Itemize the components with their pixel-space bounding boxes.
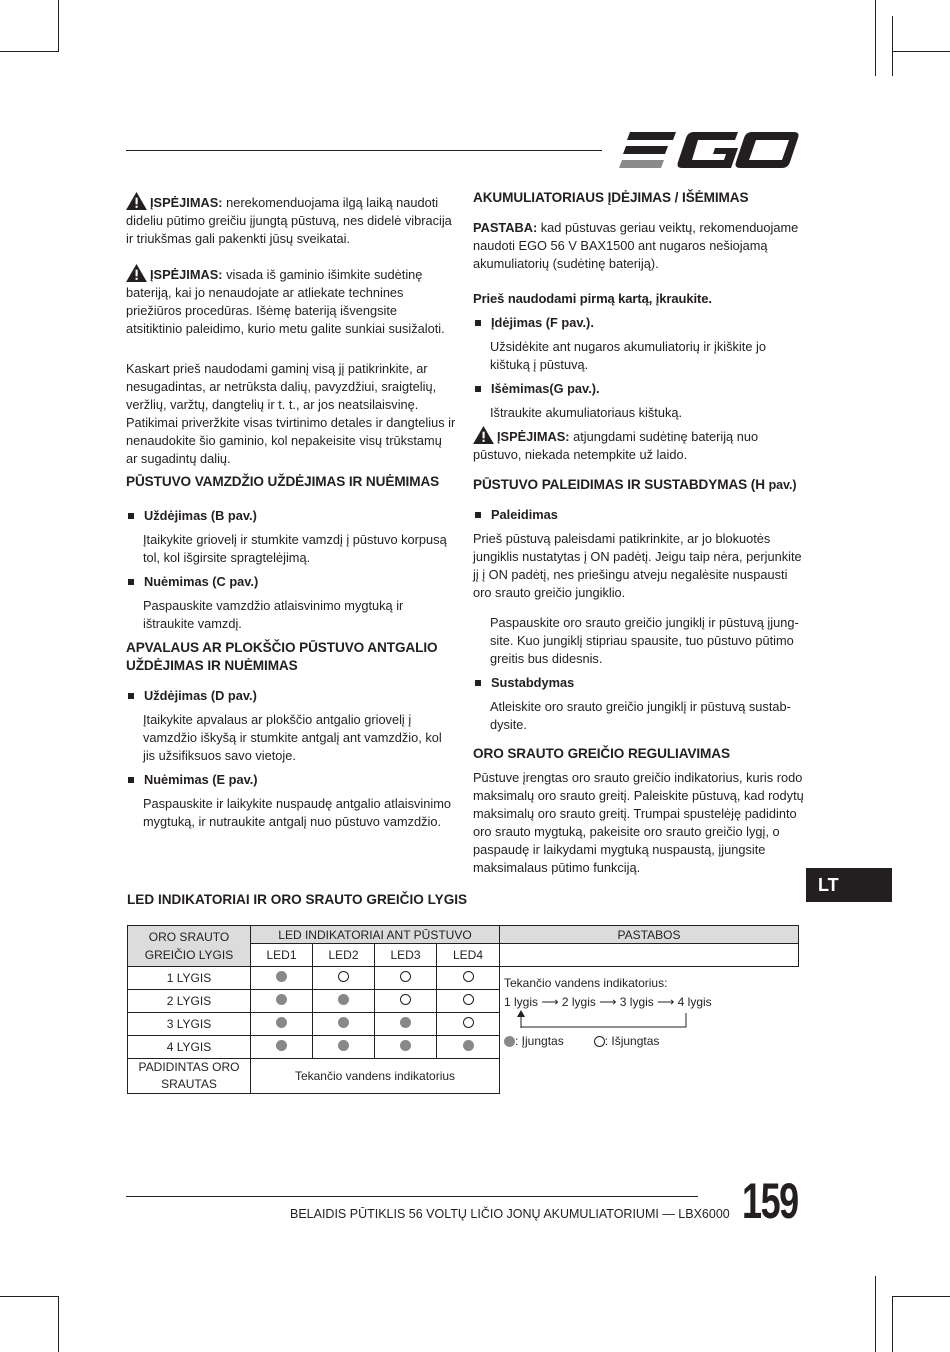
led-cell — [375, 967, 437, 990]
bullet-item: Įdėjimas (F pav.). — [473, 314, 805, 332]
bullet-square-icon — [475, 680, 481, 686]
led-on-icon — [276, 1040, 287, 1051]
warning-block: ĮSPĖJIMAS: atjungdami sudėtinę bateriją nuo pūstuvo, niekada netempkite už laido. — [473, 426, 805, 464]
bullet-square-icon — [475, 512, 481, 518]
warning-label: ĮSPĖJIMAS: — [150, 267, 223, 282]
bullet-square-icon — [128, 513, 134, 519]
left-column — [126, 192, 456, 831]
section-heading: APVALAUS AR PLOKŠČIO PŪSTUVO ANTGALIO UŽDĖJIMAS IR NUĖMIMAS — [126, 640, 438, 673]
notes-line: Tekančio vandens indikatorius: — [504, 976, 668, 990]
led-on-icon — [338, 1017, 349, 1028]
led-label: LED2 — [313, 944, 375, 967]
led-cell — [251, 1036, 313, 1059]
level-cell: 4 LYGIS — [128, 1036, 251, 1059]
led-cell — [375, 990, 437, 1013]
bullet-square-icon — [475, 386, 481, 392]
header-rule — [126, 150, 602, 151]
bullet-square-icon — [128, 693, 134, 699]
note-label: PASTABA: — [473, 220, 538, 235]
inspection-paragraph: Kaskart prieš naudodami gaminį visą jį patikrinkite, ar nesugadintas, ar netrūksta dalių, pavyzdžiui, sraigtelių, veržlių, varžtų, dangtelių ir t. t., ar jos neatsilaisvinę. Patikimai priveržkite visas tvirtinimo detales ir dangtelius ir nenaudokite šio gaminio, kol nepakeisite visų trūkstamų ar sugadintų dalių. — [126, 361, 456, 466]
warning-text: nerekomenduojama ilgą laiką naudoti dideliu pūtimo greičiu įjungtą pūstuvą, nes didelė vibracija ir triukšmas gali pakenkti jūsų sveikatai. — [126, 195, 452, 246]
led-cell — [313, 1013, 375, 1036]
warning-label: ĮSPĖJIMAS: — [150, 195, 223, 210]
level-cell: 1 LYGIS — [128, 967, 251, 990]
led-off-icon — [463, 971, 474, 982]
warning-label: ĮSPĖJIMAS: — [497, 429, 570, 444]
bullet-text: Užsidėkite ant nugaros akumuliatorių ir įkiškite jo kištuką į pūstuvą. — [490, 339, 766, 372]
led-cell — [313, 967, 375, 990]
bullet-text: Paspauskite oro srauto greičio jungiklį ir pūstuvą įjung-site. Kuo jungiklį stipriau spausite, tuo pūstuvo pūtimo greitis bus didesnis. — [490, 615, 799, 666]
footer-rule — [126, 1196, 698, 1197]
crop-mark — [892, 1296, 950, 1297]
notes-content — [504, 974, 794, 1012]
led-on-icon — [400, 1040, 411, 1051]
led-on-icon — [400, 1017, 411, 1028]
bullet-square-icon — [128, 777, 134, 783]
led-on-icon — [276, 971, 287, 982]
crop-mark — [58, 1296, 59, 1352]
page-number: 159 — [742, 1173, 798, 1229]
bullet-item: Paleidimas — [473, 506, 805, 524]
led-cell — [251, 967, 313, 990]
led-label: LED4 — [437, 944, 500, 967]
table-title: LED INDIKATORIAI IR ORO SRAUTO GREIČIO LYGIS — [127, 892, 468, 907]
level-header: ORO SRAUTO GREIČIO LYGIS — [128, 926, 251, 967]
cycle-arrow-icon — [514, 1008, 690, 1030]
subheading: Prieš naudodami pirmą kartą, įkraukite. — [473, 291, 712, 306]
notes-header: PASTABOS — [500, 926, 799, 944]
table-row — [128, 1059, 799, 1094]
notes-cell — [500, 944, 799, 967]
warning-triangle-icon — [126, 192, 147, 210]
section-heading: PŪSTUVO VAMZDŽIO UŽDĖJIMAS IR NUĖMIMAS — [126, 474, 440, 489]
section-heading: AKUMULIATORIAUS ĮDĖJIMAS / IŠĖMIMAS — [473, 190, 749, 205]
led-cell — [251, 1013, 313, 1036]
section-heading: PŪSTUVO PALEIDIMAS IR SUSTABDYMAS (H pav.) — [473, 477, 797, 492]
boost-level-cell: PADIDINTAS ORO SRAUTAS — [128, 1059, 251, 1094]
warning-triangle-icon — [126, 264, 147, 282]
bullet-item: Uždėjimas (D pav.) — [126, 687, 456, 705]
table-header-row — [128, 926, 799, 944]
led-label: LED1 — [251, 944, 313, 967]
legend-on-label: : Įjungtas — [515, 1034, 564, 1048]
crop-mark — [892, 1296, 893, 1352]
led-header: LED INDIKATORIAI ANT PŪSTUVO — [251, 926, 500, 944]
boost-indicator-cell: Tekančio vandens indikatorius — [251, 1059, 500, 1094]
note-paragraph: PASTABA: kad pūstuvas geriau veiktų, rekomenduojame naudoti EGO 56 V BAX1500 ant nugaros nešiojamą akumuliatorių (sudėtinę bateriją). — [473, 220, 799, 271]
notes-line: 1 lygis ⟶ 2 lygis ⟶ 3 lygis ⟶ 4 lygis — [504, 995, 712, 1009]
warning-triangle-icon — [473, 426, 494, 444]
warning-text: visada iš gaminio išimkite sudėtinę bateriją, kai jo nenaudojate ar atliekate technines priežiūros procedūras. Išėmę bateriją išvengsite atsitiktinio paleidimo, kurio metu galite sunkiai susižaloti. — [126, 267, 445, 336]
led-cell — [375, 1013, 437, 1036]
legend — [504, 1034, 794, 1048]
warning-block — [126, 264, 456, 338]
right-column — [473, 189, 805, 877]
language-tab: LT — [806, 868, 892, 902]
bullet-text: Atleiskite oro srauto greičio jungiklį ir pūstuvą sustab-dysite. — [490, 699, 791, 732]
bullet-item: Uždėjimas (B pav.) — [126, 507, 456, 525]
paragraph: Pūstuve įrengtas oro srauto greičio indikatorius, kuris rodo maksimalų oro srauto greitį. Paleiskite pūstuvą, kad rodytų maksimalų oro srauto greitį. Trumpai spustelėję padidinto oro srauto mygtuką, pakeisite oro srauto greičio lygį, o paspaudę ir laikydami mygtuką nuspaustą, įjungsite maksimalaus pūtimo funkciją. — [473, 770, 804, 875]
crop-mark — [892, 51, 950, 52]
level-cell: 2 LYGIS — [128, 990, 251, 1013]
crop-mark — [875, 0, 876, 76]
bullet-text: Įtaikykite apvalaus ar plokščio antgalio griovelį į vamzdžio iškyšą ir stumkite antgalį ant vamzdžio, kol jis užsifiksuos savo vietoje. — [143, 712, 442, 763]
led-on-icon — [338, 1040, 349, 1051]
led-cell — [437, 1036, 500, 1059]
crop-mark — [892, 16, 893, 76]
section-heading: ORO SRAUTO GREIČIO REGULIAVIMAS — [473, 746, 730, 761]
led-cell — [313, 1036, 375, 1059]
led-cell — [437, 967, 500, 990]
led-on-icon — [276, 1017, 287, 1028]
led-label: LED3 — [375, 944, 437, 967]
bullet-square-icon — [475, 320, 481, 326]
led-off-icon — [594, 1036, 605, 1047]
table-row — [128, 1013, 799, 1036]
crop-mark — [58, 0, 59, 52]
bullet-text: Ištraukite akumuliatoriaus kištuką. — [490, 405, 683, 420]
led-cell — [251, 990, 313, 1013]
bullet-text: Paspauskite ir laikykite nuspaudę antgalio atlaisvinimo mygtuką, ir nutraukite antgalį nuo pūstuvo vamzdžio. — [143, 796, 452, 829]
paragraph: Prieš pūstuvą paleisdami patikrinkite, ar jo blokuotės jungiklis nustatytas į ON padėtį. Jeigu taip nėra, perjunkite jį į ON padėtį, nes priešingu atveju negalėsite nuspausti oro srauto greičio jungiklio. — [473, 531, 802, 600]
led-off-icon — [400, 971, 411, 982]
bullet-item: Nuėmimas (E pav.) — [126, 771, 456, 789]
led-on-icon — [338, 994, 349, 1005]
led-cell — [437, 990, 500, 1013]
bullet-item: Išėmimas(G pav.). — [473, 380, 805, 398]
legend-off-label: : Išjungtas — [604, 1034, 660, 1048]
led-off-icon — [463, 1017, 474, 1028]
bullet-item: Sustabdymas — [473, 674, 805, 692]
led-cell — [313, 990, 375, 1013]
crop-mark — [875, 1276, 876, 1352]
bullet-text: Paspauskite vamzdžio atlaisvinimo mygtuką ir ištraukite vamzdį. — [143, 598, 404, 631]
warning-block — [126, 192, 456, 248]
bullet-item: Nuėmimas (C pav.) — [126, 573, 456, 591]
crop-mark — [0, 51, 58, 52]
bullet-square-icon — [128, 579, 134, 585]
led-off-icon — [463, 994, 474, 1005]
led-cell — [437, 1013, 500, 1036]
level-cell: 3 LYGIS — [128, 1013, 251, 1036]
footer-text: BELAIDIS PŪTIKLIS 56 VOLTŲ LIČIO JONŲ AKUMULIATORIUMI — LBX6000 — [290, 1207, 730, 1221]
led-on-icon — [463, 1040, 474, 1051]
led-on-icon — [276, 994, 287, 1005]
crop-mark — [0, 1296, 58, 1297]
led-off-icon — [400, 994, 411, 1005]
led-on-icon — [504, 1036, 515, 1047]
led-off-icon — [338, 971, 349, 982]
ego-logo — [618, 130, 800, 170]
bullet-text: Įtaikykite griovelį ir stumkite vamzdį į pūstuvo korpusą tol, kol išgirsite spragtelėjimą. — [143, 532, 447, 565]
led-cell — [375, 1036, 437, 1059]
